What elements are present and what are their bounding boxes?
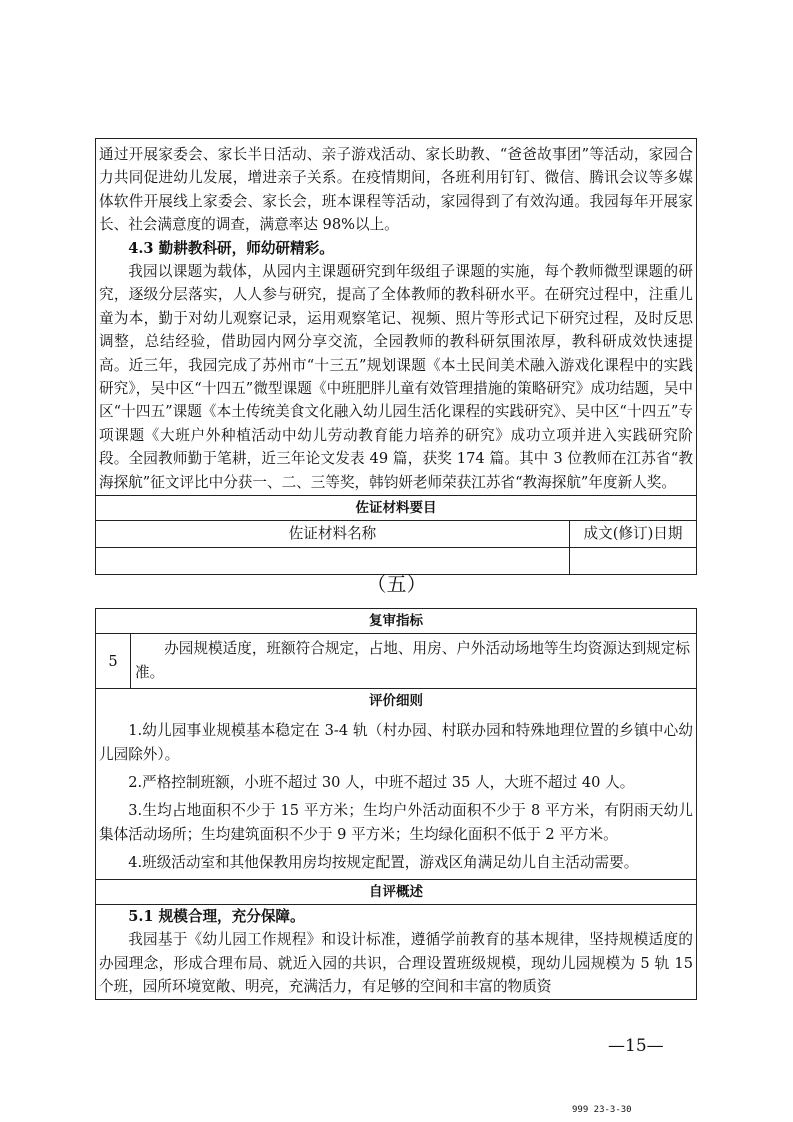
evidence-header: 佐证材料要目 [96,495,696,520]
col-evidence-date: 成文(修订)日期 [583,525,683,543]
heading-5-1: 5.1 规模合理，充分保障。 [128,908,305,925]
review-index-row [96,633,696,688]
page-number: —15— [608,1036,664,1056]
paragraph-5-1: 我园基于《幼儿园工作规程》和设计标准，遵循学前教育的基本规律，坚持规模适度的办园理念，形成合理布局、就近入园的共识，合理设置班级规模，现幼儿园规模为 5 轨 15 个班，园所环境宽敞、明亮，充满活力，有足够的空间和丰富的物质资 [99,931,693,996]
detail-item: 1.幼儿园事业规模基本稳定在 3-4 轨（村办园、村联办园和特殊地理位置的乡镇中心幼儿园除外）。 [99,722,693,763]
evaluation-table-4 [95,138,697,575]
index-text: 办园规模适度，班额符合规定，占地、用房、户外活动场地等生均资源达到规定标准。 [135,640,690,681]
evaluation-table-5 [95,608,697,1000]
col-evidence-name: 佐证材料名称 [96,521,570,547]
self-eval-header: 自评概述 [96,879,696,904]
evidence-columns-row [96,520,696,547]
index-number: 5 [96,634,131,688]
footer-code: 999 23-3-30 [572,1105,632,1115]
detail-item: 3.生均占地面积不少于 15 平方米；生均户外活动面积不少于 8 平方米，有阴雨天幼儿集体活动场所；生均建筑面积不少于 9 平方米；生均绿化面积不低于 2 平方米。 [99,802,693,843]
paragraph-continuation: 通过开展家委会、家长半日活动、亲子游戏活动、家长助教、“爸爸故事团”等活动，家园合力共同促进幼儿发展，增进亲子关系。在疫情期间，各班利用钉钉、微信、腾讯会议等多媒体软件开展线上家委会、家长会，班本课程等活动，家园得到了有效沟通。我园每年开展家长、社会满意度的调查，满意率达 98%以上。 [99,146,693,234]
section-title: （五） [366,572,427,596]
detail-list [96,713,696,879]
detail-header: 评价细则 [96,688,696,713]
review-index-header: 复审指标 [369,613,423,629]
paragraph-4-3: 我园以课题为载体，从园内主课题研究到年级组子课题的实施，每个教师微型课题的研究，逐级分层落实，人人参与研究，提高了全体教师的教科研水平。在研究过程中，注重儿童为本，勤于对幼儿观察记录，运用观察笔记、视频、照片等形式记下研究过程，及时反思调整，总结经验，借助园内网分享交流，全园教师的教科研氛围浓厚，教科研成效快速提高。近三年，我园完成了苏州市“十三五”规划课题《本土民间美术融入游戏化课程中的实践研究》，吴中区“十四五”微型课题《中班肥胖儿童有效管理措施的策略研究》成功结题，吴中区“十四五”课题《本土传统美食文化融入幼儿园生活化课程的实践研究》、吴中区“十四五”专项课题《大班户外种植活动中幼儿劳动教育能力培养的研究》成功立项并进入实践研究阶段。全园教师勤于笔耕，近三年论文发表 49 篇，获奖 174 篇。其中 3 位教师在江苏省“教海探航”征文评比中分获一、二、三等奖，韩钧妍老师荣获江苏省“教海探航”年度新人奖。 [99,263,693,491]
heading-4-3: 4.3 勤耕教科研，师幼研精彩。 [128,239,334,257]
detail-item: 2.严格控制班额，小班不超过 30 人，中班不超过 35 人，大班不超过 40 人。 [128,774,635,791]
detail-item: 4.班级活动室和其他保教用房均按规定配置，游戏区角满足幼儿自主活动需要。 [128,854,639,871]
self-eval-body [96,904,696,999]
